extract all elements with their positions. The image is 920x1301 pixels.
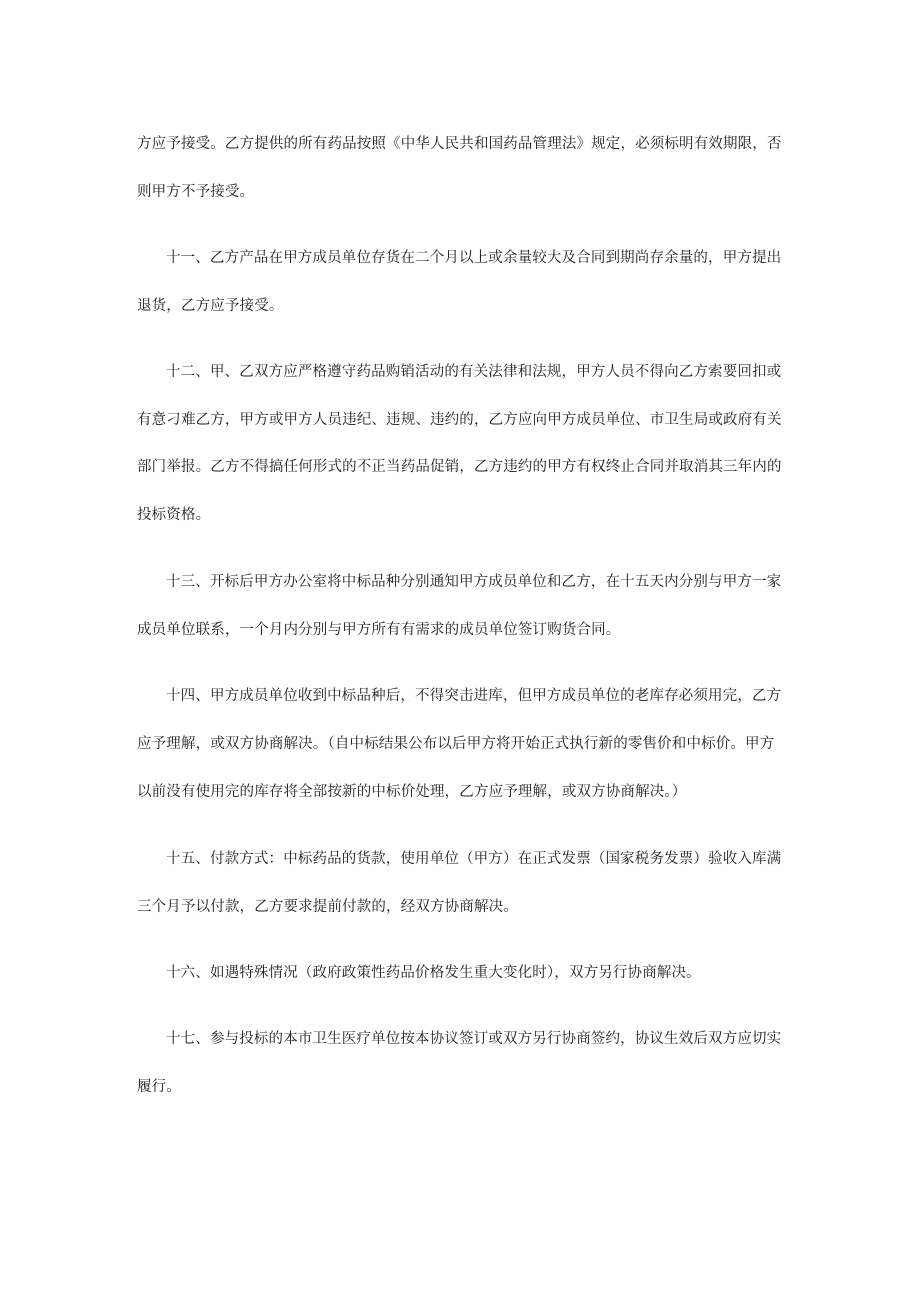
- text-line: 有意刁难乙方，甲方或甲方人员违纪、违规、违约的，乙方应向甲方成员单位、市卫生局或政府有关: [137, 412, 782, 428]
- text-line: 部门举报。乙方不得搞任何形式的不正当药品促销，乙方违约的甲方有权终止合同并取消其三年内的: [137, 459, 782, 475]
- text-line: 则甲方不予接受。: [137, 184, 255, 200]
- text-line: 成员单位联系，一个月内分别与甲方所有有需求的成员单位签订购货合同。: [137, 622, 621, 638]
- text-line: 三个月予以付款，乙方要求提前付款的，经双方协商解决。: [137, 899, 518, 915]
- text-line: 应予理解，或双方协商解决。（自中标结果公布以后甲方将开始正式执行新的零售价和中标价。甲方: [137, 736, 775, 752]
- text-line: 退货，乙方应予接受。: [137, 298, 284, 314]
- clause-16-line: 十六、如遇特殊情况（政府政策性药品价格发生重大变化时），双方另行协商解决。: [166, 965, 701, 981]
- clause-11-line: 十一、乙方产品在甲方成员单位存货在二个月以上或余量较大及合同到期尚存余量的，甲方提出: [166, 250, 782, 266]
- clause-15-line: 十五、付款方式：中标药品的货款，使用单位（甲方）在正式发票（国家税务发票）验收入库满: [166, 851, 782, 867]
- text-line: 投标资格。: [137, 507, 211, 523]
- clause-13-line: 十三、开标后甲方办公室将中标品种分别通知甲方成员单位和乙方，在十五天内分别与甲方一家: [166, 574, 782, 590]
- text-line: 以前没有使用完的库存将全部按新的中标价处理，乙方应予理解，或双方协商解决。）: [137, 784, 687, 800]
- clause-17-line: 十七、参与投标的本市卫生医疗单位按本协议签订或双方另行协商签约，协议生效后双方应切实: [166, 1031, 782, 1047]
- clause-12-line: 十二、甲、乙双方应严格遵守药品购销活动的有关法律和法规，甲方人员不得向乙方索要回扣或: [166, 364, 782, 380]
- clause-14-line: 十四、甲方成员单位收到中标品种后，不得突击进库，但甲方成员单位的老库存必须用完，乙方: [166, 688, 782, 704]
- text-line: 履行。: [137, 1079, 181, 1095]
- text-line: 方应予接受。乙方提供的所有药品按照《中华人民共和国药品管理法》规定，必须标明有效期限，否: [137, 136, 782, 152]
